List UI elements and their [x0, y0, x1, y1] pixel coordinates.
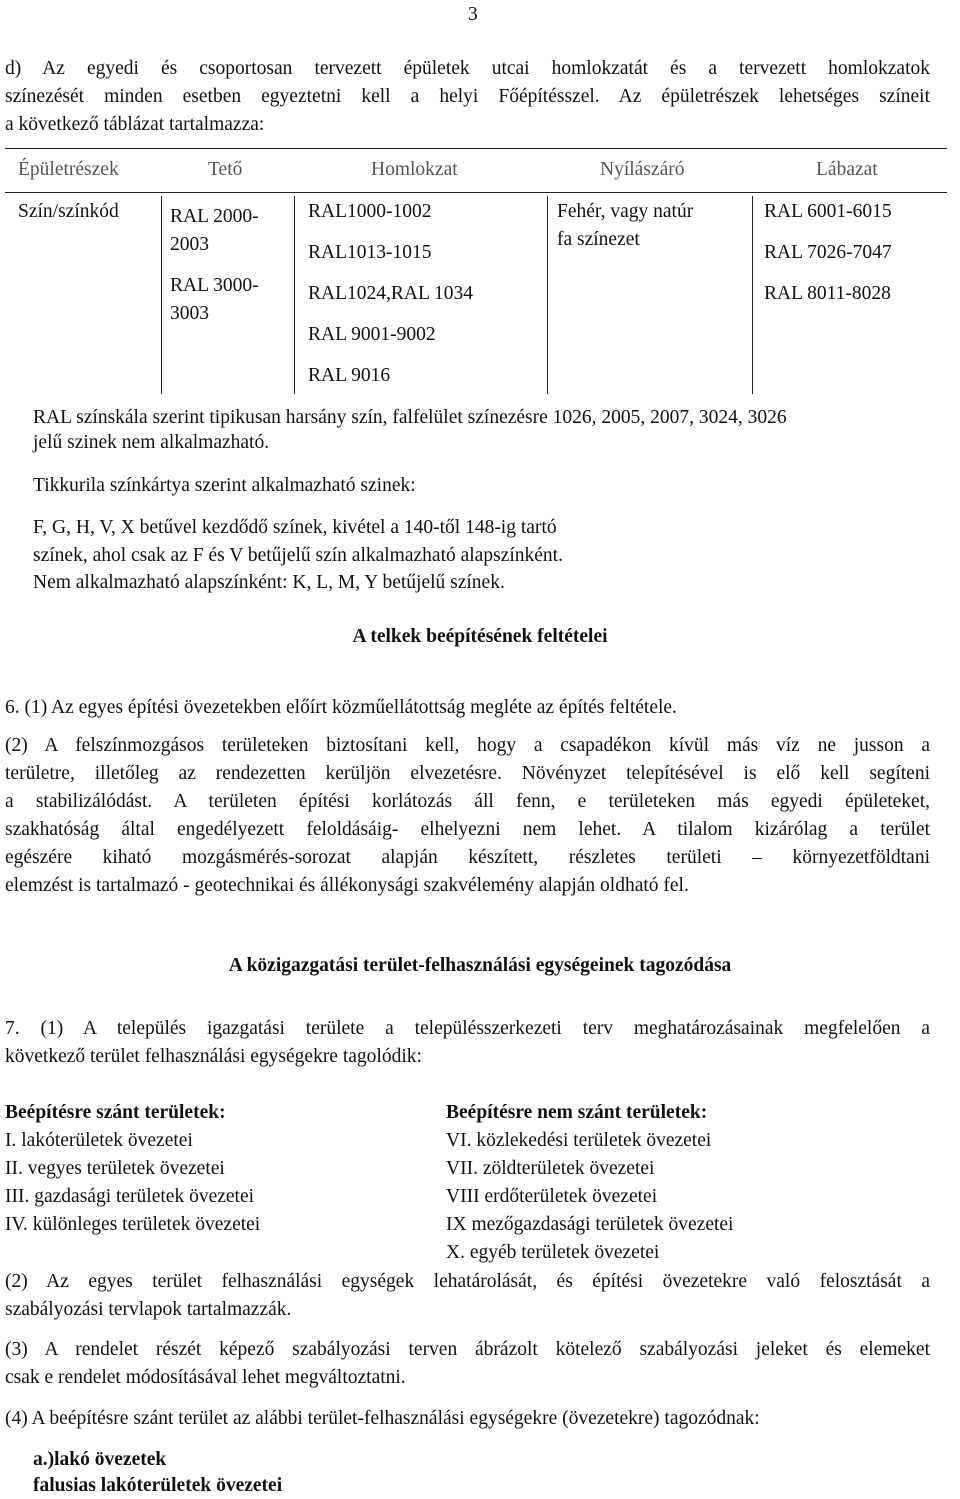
list-item: VII. zöldterületek övezetei — [446, 1158, 655, 1179]
table-header-homlokzat: Homlokzat — [371, 159, 458, 180]
table-col-divider — [547, 196, 548, 394]
paragraph-line: egészére kiható mozgásmérés-sorozat alapján készített, részletes területi – környezetföldtani — [5, 847, 930, 868]
table-header-border — [5, 192, 947, 193]
paragraph-6-2 — [5, 732, 930, 900]
non-built-areas-title: Beépítésre nem szánt területek: — [446, 1102, 708, 1123]
paragraph-7-3 — [5, 1336, 930, 1392]
table-col-divider — [294, 196, 295, 394]
intro-line: a következő táblázat tartalmazza: — [5, 114, 265, 135]
homlokzat-value: RAL 9001-9002 — [308, 324, 436, 345]
tikkurila-line: színek, ahol csak az F és V betűjelű szín alkalmazható alapszínként. — [33, 545, 563, 566]
table-col-divider — [752, 196, 753, 394]
homlokzat-value: RAL1013-1015 — [308, 242, 432, 263]
paragraph-line: (2) A felszínmozgásos területeken biztosítani kell, hogy a csapadékon kívül más víz ne jusson a — [5, 735, 930, 756]
paragraph-7-1 — [5, 1015, 930, 1071]
teto-value: 2003 — [170, 234, 209, 255]
section-heading-telkek: A telkek beépítésének feltételei — [352, 626, 608, 647]
paragraph-7-4: (4) A beépítésre szánt terület az alábbi terület-felhasználási egységekre (övezetekre) tagozódnak: — [5, 1408, 760, 1429]
list-item: VI. közlekedési területek övezetei — [446, 1130, 712, 1151]
paragraph-line: elemzést is tartalmazó - geotechnikai és állékonysági szakvélemény alapján oldható fel. — [5, 875, 689, 896]
paragraph-line: területre, illetőleg az rendezetten kerüljön elvezetésre. Növényzet telepítésével is elő kell segíteni — [5, 763, 930, 784]
table-header-nyilaszaro: Nyílászáró — [600, 159, 685, 180]
labazat-value: RAL 8011-8028 — [764, 283, 891, 304]
labazat-value: RAL 6001-6015 — [764, 201, 892, 222]
subheading-falusias: falusias lakóterületek övezetei — [33, 1475, 283, 1496]
non-built-areas-list — [446, 1099, 733, 1267]
labazat-value: RAL 7026-7047 — [764, 242, 892, 263]
paragraph-line: szakhatóság által engedélyezett feloldásáig- elhelyezni nem lehet. A tilalom kizárólag a terület — [5, 819, 930, 840]
table-top-border — [5, 148, 947, 149]
nyilaszaro-value: fa színezet — [557, 229, 640, 250]
page-number: 3 — [468, 4, 478, 25]
homlokzat-value: RAL1024,RAL 1034 — [308, 283, 474, 304]
subheading-lako-ovezetek: a.)lakó övezetek — [33, 1449, 167, 1470]
table-header-epuletreszek: Épületrészek — [18, 159, 119, 180]
built-areas-title: Beépítésre szánt területek: — [5, 1102, 226, 1123]
list-item: II. vegyes területek övezetei — [5, 1158, 225, 1179]
homlokzat-value: RAL1000-1002 — [308, 201, 432, 222]
ral-note-line: jelű szinek nem alkalmazható. — [33, 432, 270, 453]
table-header-labazat: Lábazat — [816, 159, 878, 180]
paragraph-6-1: 6. (1) Az egyes építési övezetekben előírt közműellátottság megléte az építés feltétele. — [5, 697, 677, 718]
intro-line: színezését minden esetben egyeztetni kell a helyi Főépítésszel. Az épületrészek lehetséges színeit — [5, 86, 930, 107]
section-heading-kozigazgatasi: A közigazgatási terület-felhasználási egységeinek tagozódása — [228, 955, 732, 976]
tikkurila-line: Nem alkalmazható alapszínként: K, L, M, Y betűjelű színek. — [33, 572, 505, 593]
table-row-label: Szín/színkód — [18, 201, 119, 222]
homlokzat-value: RAL 9016 — [308, 365, 391, 386]
list-item: I. lakóterületek övezetei — [5, 1130, 193, 1151]
teto-value: 3003 — [170, 303, 209, 324]
ral-note-line: RAL színskála szerint tipikusan harsány szín, falfelület színezésre 1026, 2005, 2007, 3024, 3026 — [33, 407, 787, 428]
table-header-teto: Tető — [208, 159, 243, 180]
tikkurila-line: F, G, H, V, X betűvel kezdődő színek, kivétel a 140-től 148-ig tartó — [33, 517, 557, 538]
intro-line: d) Az egyedi és csoportosan tervezett épületek utcai homlokzatát és a tervezett homlokzatok — [5, 58, 930, 79]
list-item: VIII erdőterületek övezetei — [446, 1186, 658, 1207]
built-areas-list — [5, 1099, 260, 1239]
paragraph-line: a stabilizálódást. A területen építési korlátozás áll fenn, e területeken más egyedi épületeket, — [5, 791, 930, 812]
paragraph-7-2 — [5, 1268, 930, 1324]
list-item: IX mezőgazdasági területek övezetei — [446, 1214, 734, 1235]
teto-value: RAL 2000- — [170, 206, 259, 227]
paragraph-line: (2) Az egyes terület felhasználási egységek lehatárolását, és építési övezetekre való felosztását a — [5, 1271, 930, 1292]
paragraph-line: csak e rendelet módosításával lehet megváltoztatni. — [5, 1367, 406, 1388]
table-col-divider — [161, 196, 162, 394]
intro-paragraph — [5, 55, 930, 139]
list-item: X. egyéb területek övezetei — [446, 1242, 660, 1263]
list-item: IV. különleges területek övezetei — [5, 1214, 261, 1235]
paragraph-line: (3) A rendelet részét képező szabályozási terven ábrázolt kötelező szabályozási jeleket és elemeket — [5, 1339, 930, 1360]
paragraph-line: 7. (1) A település igazgatási területe a településszerkezeti terv meghatározásainak megfelelően a — [5, 1018, 930, 1039]
tikkurila-title: Tikkurila színkártya szerint alkalmazható szinek: — [33, 475, 416, 496]
list-item: III. gazdasági területek övezetei — [5, 1186, 255, 1207]
nyilaszaro-value: Fehér, vagy natúr — [557, 201, 694, 222]
paragraph-line: szabályozási tervlapok tartalmazzák. — [5, 1299, 292, 1320]
paragraph-line: következő terület felhasználási egységekre tagolódik: — [5, 1046, 422, 1067]
teto-value: RAL 3000- — [170, 275, 259, 296]
